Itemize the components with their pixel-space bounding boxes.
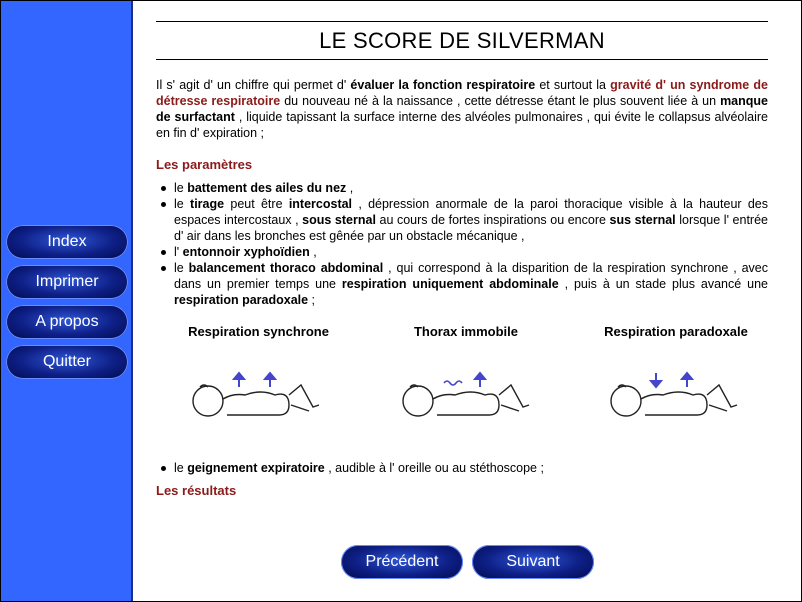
intro-text-3: du nouveau né à la naissance , cette détresse étant le plus souvent liée à un (280, 94, 721, 108)
intro-paragraph (156, 77, 768, 141)
list-item: le balancement thoraco abdominal , qui correspond à la disparition de la respiration synchrone , avec dans un premier temps une respiration uniquement abdominale , puis à un stade plus avancé une respiration paradoxale ; (156, 260, 768, 308)
next-button[interactable] (472, 545, 594, 579)
intro-text-4: , liquide tapissant la surface interne des alvéoles pulmonaires , qui évite le collapsus alvéolaire en fin d' expiration ; (156, 110, 768, 140)
print-button[interactable] (6, 265, 128, 299)
baby-paradoxal-illustration (604, 363, 764, 423)
quit-button[interactable] (6, 345, 128, 379)
intro-highlight: gravité d' un syndrome de détresse respiratoire (156, 78, 768, 108)
params-list-extra (156, 460, 768, 476)
intro-bold-1: évaluer la fonction respiratoire (350, 78, 536, 92)
index-button-label: Index (47, 233, 87, 250)
print-button-label: Imprimer (35, 273, 99, 290)
title-rule-top (156, 21, 768, 22)
params-heading: Les paramètres (156, 157, 253, 172)
figure-label-synchronous: Respiration synchrone (188, 324, 329, 339)
figure-label-paradoxal: Respiration paradoxale (604, 324, 748, 339)
results-heading: Les résultats (156, 483, 237, 498)
sidebar (1, 1, 133, 601)
list-item: le battement des ailes du nez , (156, 180, 768, 196)
baby-immobile-thorax-illustration (396, 363, 556, 423)
previous-button[interactable] (341, 545, 463, 579)
intro-text-1: Il s' agit d' un chiffre qui permet d' (156, 78, 351, 92)
list-item: le geignement expiratoire , audible à l' oreille ou au stéthoscope ; (156, 460, 768, 476)
page-title: LE SCORE DE SILVERMAN (319, 28, 605, 53)
figure-label-immobile: Thorax immobile (413, 324, 519, 339)
about-button-label: A propos (35, 313, 99, 330)
intro-text-2: et surtout la (535, 78, 611, 92)
intro-bold-2: manque de surfactant (156, 94, 768, 124)
baby-synchronous-illustration (186, 363, 346, 423)
next-button-label: Suivant (506, 553, 560, 570)
list-item: l' entonnoir xyphoïdien , (156, 244, 768, 260)
quit-button-label: Quitter (42, 353, 91, 370)
previous-button-label: Précédent (365, 553, 439, 570)
title-rule-bottom (156, 59, 768, 60)
list-item: le tirage peut être intercostal , dépression anormale de la paroi thoracique visible à la hauteur des espaces intercostaux , sous sternal au cours de fortes inspirations ou encore sus sternal lorsque l' entrée d' air dans les bronches est gênée par un obstacle mécanique , (156, 196, 768, 244)
about-button[interactable] (6, 305, 128, 339)
index-button[interactable] (6, 225, 128, 259)
params-list (156, 180, 768, 308)
